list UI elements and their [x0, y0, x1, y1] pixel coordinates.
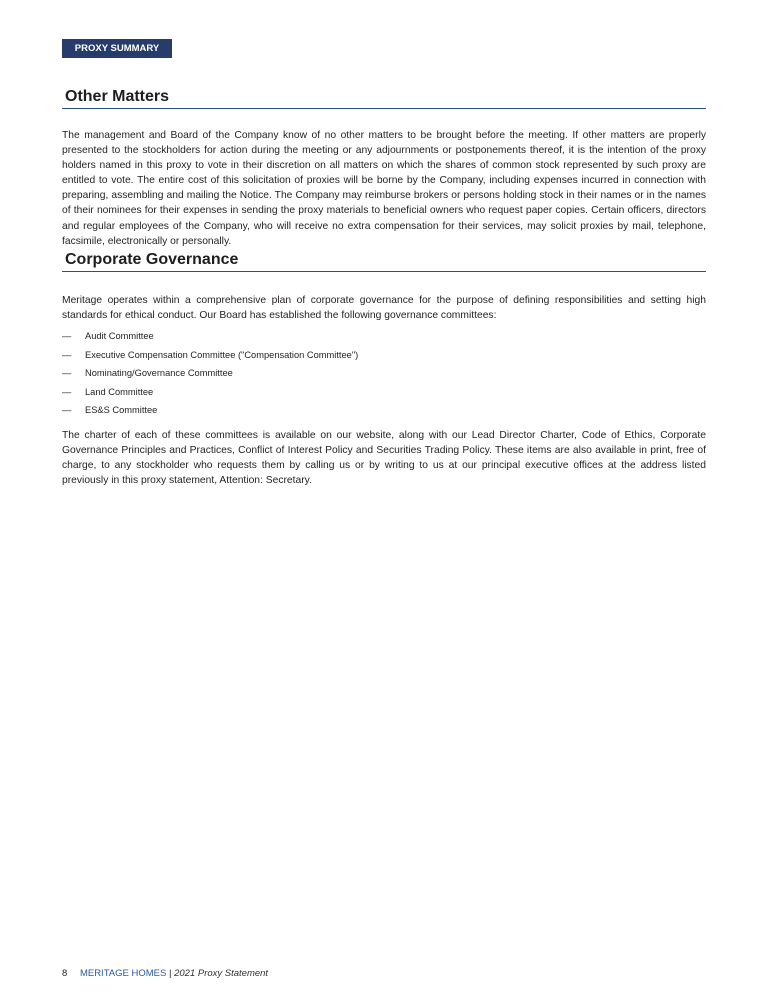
- company-name: MERITAGE HOMES: [79, 968, 167, 979]
- list-item: — ES&S Committee: [62, 405, 158, 415]
- document-title: 2021 Proxy Statement: [174, 968, 269, 979]
- footer: 8 MERITAGE HOMES | 2021 Proxy Statement: [62, 968, 269, 979]
- other-matters-text: The management and Board of the Company know of no other matters to be brought before the meeting. If other matters are properly presented to the stockholders for action during the meeting or any adjournments or postponements thereof, it is the intention of the proxy holders named in this proxy to vote in their discretion on all matters on which the shares of common stock represented by such proxy are entitled to vote. The entire cost of this solicitation of proxies will be borne by the Company, including expenses incurred in connection with preparing, assembling and mailing the Notice. The Company may reimburse brokers or persons holding stock in their names or in the names of their nominees for their expenses in sending the proxy materials to beneficial owners who request paper copies. Certain officers, directors and regular employees of the Company, who will receive no extra compensation for their services, may solicit proxies by mail, telephone, facsimile, electronically or personally.: [62, 130, 706, 247]
- heading-other-matters: Other Matters: [62, 88, 706, 109]
- list-item: — Audit Committee: [62, 331, 154, 341]
- governance-intro: Meritage operates within a comprehensive plan of corporate governance for the purpose of defining responsibilities and setting high standards for ethical conduct. Our Board has established the following governance committees:: [62, 295, 706, 322]
- list-item: — Executive Compensation Committee ("Compensation Committee"): [62, 349, 359, 360]
- governance-outro: The charter of each of these committees is available on our website, along with our Lead Director Charter, Code of Ethics, Corporate Governance Principles and Practices, Conflict of Interest Policy and Securities Trading Policy. These items are also available in print, free of charge, to any stockholder who requests them by calling us or by writing to us at our principal executive offices at the address listed previously in this proxy statement, Attention: Secretary.: [62, 430, 706, 487]
- section-tag: PROXY SUMMARY: [62, 39, 172, 58]
- list-item: — Land Committee: [62, 386, 154, 397]
- heading-corporate-governance: Corporate Governance: [62, 251, 706, 272]
- committee-list: [62, 331, 358, 424]
- page-number: 8: [62, 968, 68, 979]
- list-item: — Nominating/Governance Committee: [62, 368, 233, 378]
